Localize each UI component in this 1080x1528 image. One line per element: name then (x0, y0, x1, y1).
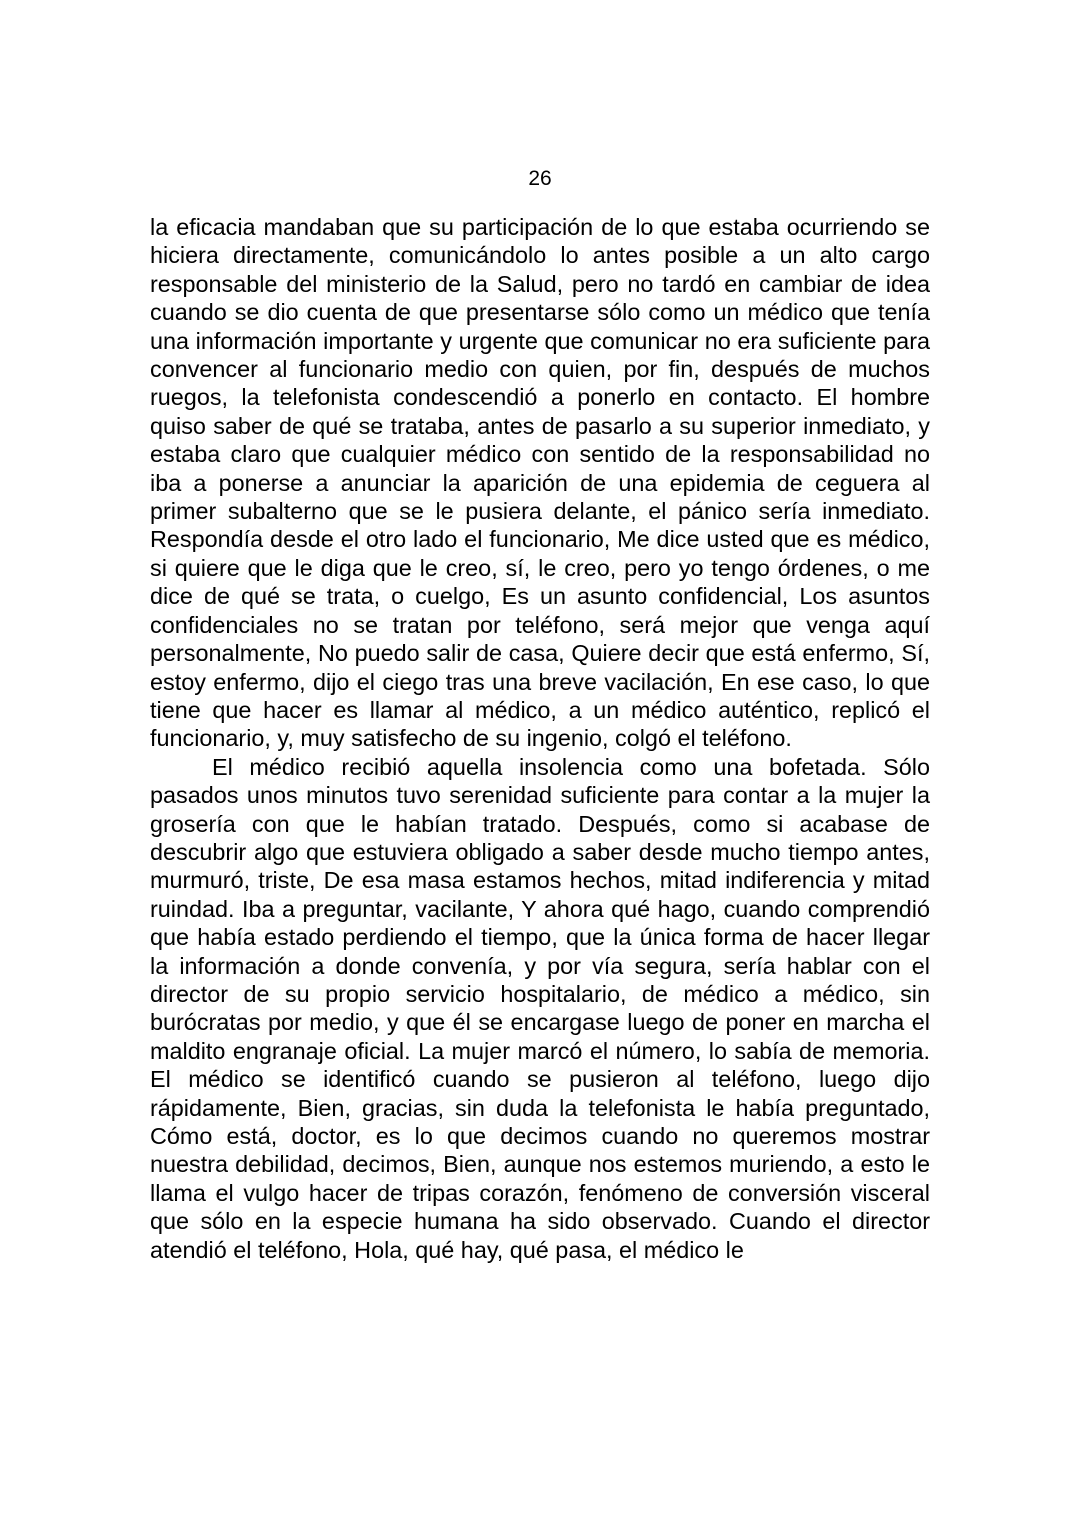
paragraph: El médico recibió aquella insolencia como una bofetada. Sólo pasados unos minutos tuvo serenidad suficiente para contar a la mujer la grosería con que le habían tratado. Después, como si acabase de descubrir algo que estuviera obligado a saber desde mucho tiempo antes, murmuró, triste, De esa masa estamos hechos, mitad indiferencia y mitad ruindad. Iba a preguntar, vacilante, Y ahora qué hago, cuando comprendió que había estado perdiendo el tiempo, que la única forma de hacer llegar la información a donde convenía, y por vía segura, sería hablar con el director de su propio servicio hospitalario, de médico a médico, sin burócratas por medio, y que él se encargase luego de poner en marcha el maldito engranaje oficial. La mujer marcó el número, lo sabía de memoria. El médico se identificó cuando se pusieron al teléfono, luego dijo rápidamente, Bien, gracias, sin duda la telefonista le había preguntado, Cómo está, doctor, es lo que decimos cuando no queremos mostrar nuestra debilidad, decimos, Bien, aunque nos estemos muriendo, a esto le llama el vulgo hacer de tripas corazón, fenómeno de conversión visceral que sólo en la especie humana ha sido observado. Cuando el director atendió el teléfono, Hola, qué hay, qué pasa, el médico le (150, 753, 930, 1263)
page-number: 26 (528, 167, 552, 190)
body-text (150, 213, 930, 1264)
paragraph: la eficacia mandaban que su participación de lo que estaba ocurriendo se hiciera directamente, comunicándolo lo antes posible a un alto cargo responsable del ministerio de la Salud, pero no tardó en cambiar de idea cuando se dio cuenta de que presentarse sólo como un médico que tenía una información importante y urgente que comunicar no era suficiente para convencer al funcionario medio con quien, por fin, después de muchos ruegos, la telefonista condescendió a ponerlo en contacto. El hombre quiso saber de qué se trataba, antes de pasarlo a su superior inmediato, y estaba claro que cualquier médico con sentido de la responsabilidad no iba a ponerse a anunciar la aparición de una epidemia de ceguera al primer subalterno que se le pusiera delante, el pánico sería inmediato. Respondía desde el otro lado el funcionario, Me dice usted que es médico, si quiere que le diga que le creo, sí, le creo, pero yo tengo órdenes, o me dice de qué se trata, o cuelgo, Es un asunto confidencial, Los asuntos confidenciales no se tratan por teléfono, será mejor que venga aquí personalmente, No puedo salir de casa, Quiere decir que está enfermo, Sí, estoy enfermo, dijo el ciego tras una breve vacilación, En ese caso, lo que tiene que hacer es llamar al médico, a un médico auténtico, replicó el funcionario, y, muy satisfecho de su ingenio, colgó el teléfono. (150, 214, 930, 752)
